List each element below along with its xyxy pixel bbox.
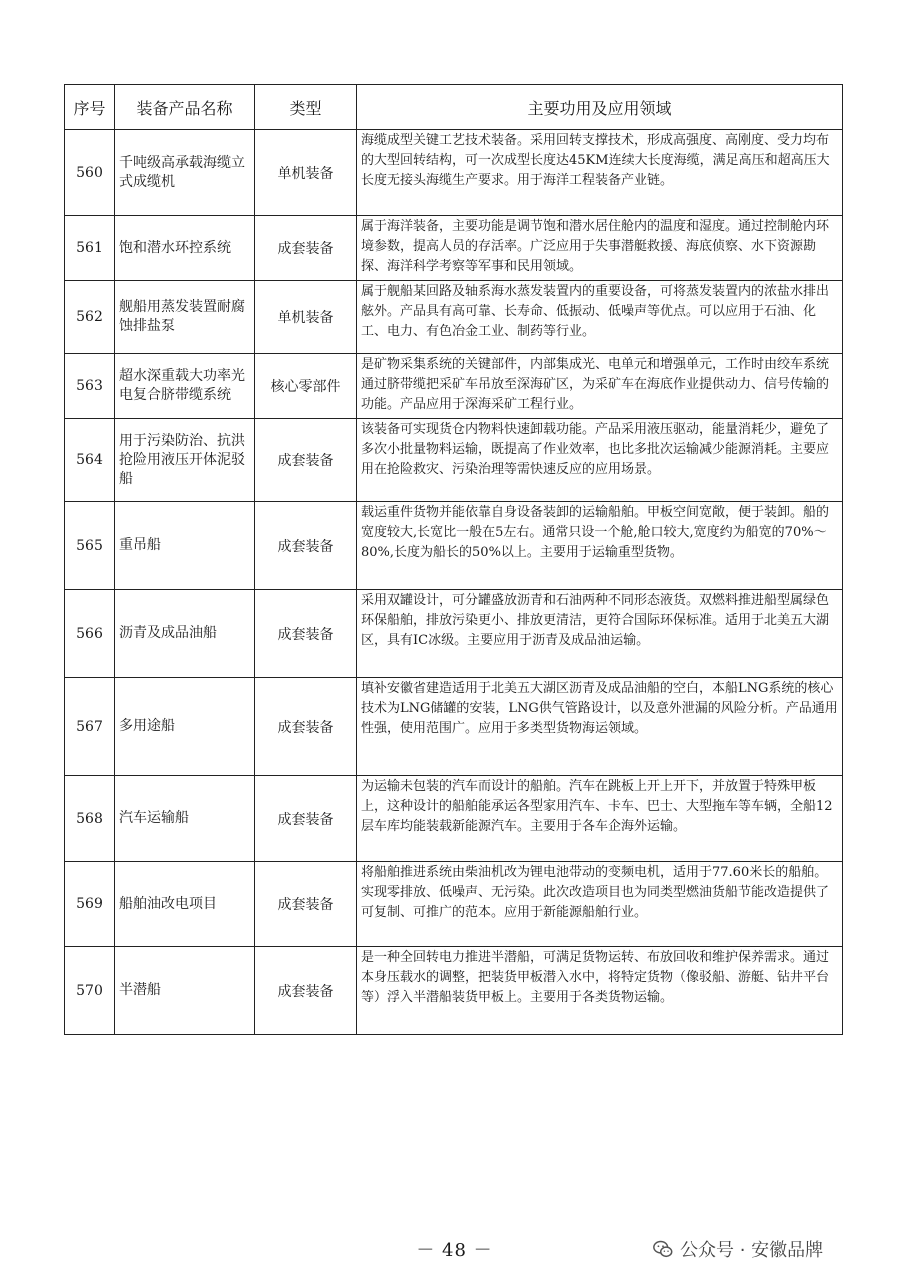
row-type: 成套装备 — [255, 419, 357, 502]
table-header-row — [65, 85, 843, 130]
header-name: 装备产品名称 — [115, 85, 255, 130]
row-number: 565 — [65, 502, 115, 590]
table-row — [65, 502, 843, 590]
row-type: 单机装备 — [255, 130, 357, 216]
row-type: 成套装备 — [255, 947, 357, 1035]
row-number: 560 — [65, 130, 115, 216]
row-number: 567 — [65, 678, 115, 776]
watermark — [652, 1236, 823, 1262]
row-description: 属于舰船某回路及轴系海水蒸发装置内的重要设备，可将蒸发装置内的浓盐水排出舷外。产品具有高可靠、长寿命、低振动、低噪声等优点。可以应用于石油、化工、电力、有色冶金工业、制药等行业。 — [357, 281, 843, 354]
header-desc: 主要功用及应用领域 — [357, 85, 843, 130]
row-name: 千吨级高承载海缆立式成缆机 — [115, 130, 255, 216]
row-type: 成套装备 — [255, 862, 357, 947]
table-row — [65, 281, 843, 354]
row-number: 568 — [65, 776, 115, 862]
row-number: 570 — [65, 947, 115, 1035]
row-description: 填补安徽省建造适用于北美五大湖区沥青及成品油船的空白，本船LNG系统的核心技术为LNG储罐的安装，LNG供气管路设计，以及意外泄漏的风险分析。产品通用性强，使用范围广。应用于多类型货物海运领域。 — [357, 678, 843, 776]
row-type: 成套装备 — [255, 216, 357, 281]
row-name: 沥青及成品油船 — [115, 590, 255, 678]
equipment-table — [64, 84, 843, 1035]
row-name: 用于污染防治、抗洪抢险用液压开体泥驳船 — [115, 419, 255, 502]
row-number: 566 — [65, 590, 115, 678]
watermark-text: 公众号 · 安徽品牌 — [680, 1240, 824, 1261]
row-number: 561 — [65, 216, 115, 281]
table-row — [65, 776, 843, 862]
row-name: 饱和潜水环控系统 — [115, 216, 255, 281]
table-row — [65, 419, 843, 502]
row-number: 563 — [65, 354, 115, 419]
row-description: 属于海洋装备，主要功能是调节饱和潜水居住舱内的温度和湿度。通过控制舱内环境参数，提高人员的存活率。广泛应用于失事潜艇救援、海底侦察、水下资源勘探、海洋科学考察等军事和民用领域。 — [357, 216, 843, 281]
row-name: 半潜船 — [115, 947, 255, 1035]
table-row — [65, 354, 843, 419]
row-description: 是矿物采集系统的关键部件，内部集成光、电单元和增强单元，工作时由绞车系统通过脐带缆把采矿车吊放至深海矿区，为采矿车在海底作业提供动力、信号传输的功能。产品应用于深海采矿工程行业。 — [357, 354, 843, 419]
wechat-icon — [652, 1238, 674, 1260]
row-description: 采用双罐设计，可分罐盛放沥青和石油两种不同形态液货。双燃料推进船型属绿色环保船舶，排放污染更小、排放更清洁，更符合国际环保标准。适用于北美五大湖区，具有IC冰级。主要应用于沥青及成品油运输。 — [357, 590, 843, 678]
table-row — [65, 678, 843, 776]
table-row — [65, 947, 843, 1035]
table-row — [65, 216, 843, 281]
row-number: 569 — [65, 862, 115, 947]
row-type: 单机装备 — [255, 281, 357, 354]
header-no: 序号 — [65, 85, 115, 130]
row-name: 重吊船 — [115, 502, 255, 590]
row-description: 载运重件货物并能依靠自身设备装卸的运输船舶。甲板空间宽敞，便于装卸。船的宽度较大,长宽比一般在5左右。通常只设一个舱,舱口较大,宽度约为船宽的70%～80%,长度为船长的50%以上。主要用于运输重型货物。 — [357, 502, 843, 590]
row-name: 超水深重载大功率光电复合脐带缆系统 — [115, 354, 255, 419]
table-row — [65, 590, 843, 678]
row-description: 是一种全回转电力推进半潜船，可满足货物运转、布放回收和维护保养需求。通过本身压载水的调整，把装货甲板潜入水中，将特定货物（像驳船、游艇、钻井平台等）浮入半潜船装货甲板上。主要用于各类货物运输。 — [357, 947, 843, 1035]
row-type: 成套装备 — [255, 502, 357, 590]
row-type: 成套装备 — [255, 678, 357, 776]
row-name: 舰船用蒸发装置耐腐蚀排盐泵 — [115, 281, 255, 354]
row-name: 船舶油改电项目 — [115, 862, 255, 947]
row-description: 将船舶推进系统由柴油机改为锂电池带动的变频电机，适用于77.60米长的船舶。实现零排放、低噪声、无污染。此次改造项目也为同类型燃油货船节能改造提供了可复制、可推广的范本。应用于新能源船舶行业。 — [357, 862, 843, 947]
table-row — [65, 862, 843, 947]
row-description: 海缆成型关键工艺技术装备。采用回转支撑技术，形成高强度、高刚度、受力均布的大型回转结构，可一次成型长度达45KM连续大长度海缆，满足高压和超高压大长度无接头海缆生产要求。用于海洋工程装备产业链。 — [357, 130, 843, 216]
header-type: 类型 — [255, 85, 357, 130]
row-name: 汽车运输船 — [115, 776, 255, 862]
row-type: 核心零部件 — [255, 354, 357, 419]
table-row — [65, 130, 843, 216]
row-type: 成套装备 — [255, 776, 357, 862]
row-name: 多用途船 — [115, 678, 255, 776]
row-number: 562 — [65, 281, 115, 354]
row-description: 为运输未包装的汽车而设计的船舶。汽车在跳板上开上开下，并放置于特殊甲板上，这种设计的船舶能承运各型家用汽车、卡车、巴士、大型拖车等车辆，全船12层车库均能装载新能源汽车。主要用于各车企海外运输。 — [357, 776, 843, 862]
row-description: 该装备可实现货仓内物料快速卸载功能。产品采用液压驱动，能量消耗少，避免了多次小批量物料运输，既提高了作业效率，也比多批次运输减少能源消耗。主要应用在抢险救灾、污染治理等需快速反应的应用场景。 — [357, 419, 843, 502]
page-number: － 48 － — [416, 1240, 493, 1261]
row-type: 成套装备 — [255, 590, 357, 678]
row-number: 564 — [65, 419, 115, 502]
